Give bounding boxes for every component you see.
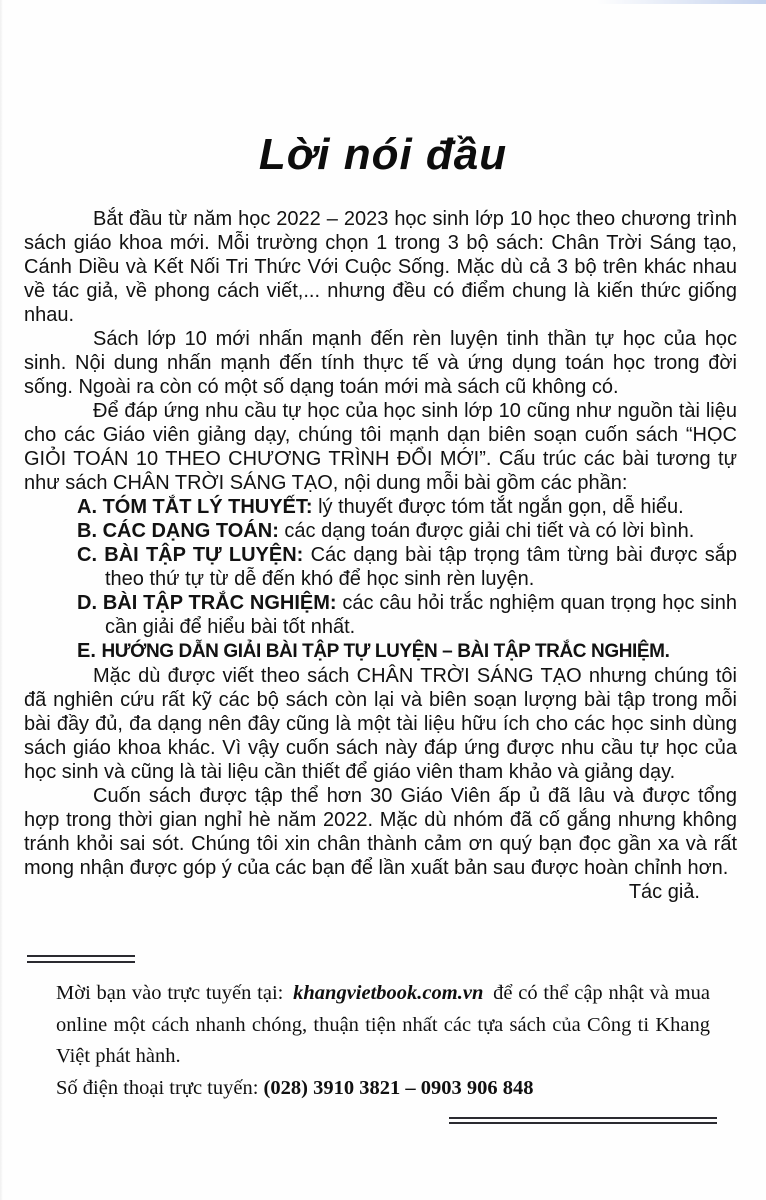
footer-invite-pre: Mời bạn vào trực tuyến tại: (56, 982, 290, 1004)
scan-edge-artifact (596, 0, 766, 4)
list-item-label: C. (77, 544, 97, 566)
footer-phone-line (56, 1073, 710, 1105)
list-item-heading: HƯỚNG DẪN GIẢI BÀI TẬP TỰ LUYỆN – BÀI TẬP TRẮC NGHIỆM. (101, 641, 670, 662)
list-item (24, 495, 737, 519)
book-structure-list (24, 495, 737, 664)
list-item (24, 519, 737, 543)
footer-invite-post: để có thể cập nhật và mua online một cách nhanh chóng, thuận tiện nhất các tựa sách của Công ti Khang Việt phát hành. (56, 982, 710, 1067)
list-item-text: lý thuyết được tóm tắt ngắn gọn, dễ hiểu. (312, 496, 684, 518)
list-item-label: E. (77, 640, 96, 662)
list-item-label: B. (77, 520, 97, 542)
list-item-label: D. (77, 592, 97, 614)
double-rule-divider (27, 955, 135, 963)
paragraph-book-purpose: Để đáp ứng nhu cầu tự học của học sinh lớp 10 cũng như nguồn tài liệu cho các Giáo viên giảng dạy, chúng tôi mạnh dạn biên soạn cuốn sách “HỌC GIỎI TOÁN 10 THEO CHƯƠNG TRÌNH ĐỔI MỚI”. Cấu trúc các bài tương tự như sách CHÂN TRỜI SÁNG TẠO, nội dung mỗi bài gồm các phần: (24, 400, 737, 494)
list-item-heading: CÁC DẠNG TOÁN: (102, 520, 279, 542)
page-title: Lời nói đầu (258, 130, 508, 179)
author-signature: Tác giả. (628, 881, 700, 903)
paragraph-new-curriculum: Sách lớp 10 mới nhấn mạnh đến rèn luyện tinh thần tự học của học sinh. Nội dung nhấn mạnh đến tính thực tế và ứng dụng toán học trong đời sống. Ngoài ra còn có một số dạng toán mới mà sách cũ không có. (24, 328, 737, 398)
footer-text (56, 978, 710, 1104)
list-item-text: Các dạng bài tập trọng tâm từng bài được sắp theo thứ tự từ dễ đến khó để học sinh rèn luyện. (105, 544, 737, 590)
paragraph-intro: Bắt đầu từ năm học 2022 – 2023 học sinh lớp 10 học theo chương trình sách giáo khoa mới. Mỗi trường chọn 1 trong 3 bộ sách: Chân Trời Sáng tạo, Cánh Diều và Kết Nối Tri Thức Với Cuộc Sống. Mặc dù cả 3 bộ trên khác nhau về tác giả, về phong cách viết,... nhưng đều có điểm chung là kiến thức giống nhau. (24, 208, 737, 326)
list-item (24, 591, 737, 639)
list-item-heading: BÀI TẬP TRẮC NGHIỆM: (102, 592, 337, 614)
list-item-heading: BÀI TẬP TỰ LUYỆN: (104, 544, 304, 566)
list-item (24, 639, 737, 664)
list-item (24, 543, 737, 591)
publisher-footer (0, 955, 766, 1124)
paragraph-comparison: Mặc dù được viết theo sách CHÂN TRỜI SÁNG TẠO nhưng chúng tôi đã nghiên cứu rất kỹ các bộ sách còn lại và biên soạn lượng bài tập trong mỗi bài đầy đủ, đa dạng nên đây cũng là một tài liệu hữu ích cho các học sinh dùng sách giáo khoa khác. Vì vậy cuốn sách này đáp ứng được nhu cầu tự học của học sinh và cũng là tài liệu cần thiết để giáo viên tham khảo và giảng dạy. (24, 665, 737, 783)
double-rule-bottom (449, 1117, 717, 1124)
list-item-text: các câu hỏi trắc nghiệm quan trọng học sinh cần giải để hiểu bài tốt nhất. (105, 592, 737, 638)
scan-edge-artifact (0, 0, 3, 1200)
paragraph-acknowledgement: Cuốn sách được tập thể hơn 30 Giáo Viên ấp ủ đã lâu và được tổng hợp trong thời gian nghỉ hè năm 2022. Mặc dù nhóm đã cố gắng nhưng không tránh khỏi sai sót. Chúng tôi xin chân thành cảm ơn quý bạn đọc gần xa và rất mong nhận được góp ý của các bạn để lần xuất bản sau được hoàn chỉnh hơn. (24, 785, 737, 879)
footer-invite-line (56, 978, 710, 1073)
preface-body (24, 207, 737, 904)
publisher-website: khangvietbook.com.vn (293, 982, 484, 1004)
phone-label: Số điện thoại trực tuyến: (56, 1076, 264, 1099)
phone-numbers: (028) 3910 3821 – 0903 906 848 (263, 1076, 534, 1099)
list-item-label: A. (77, 496, 97, 518)
list-item-text: các dạng toán được giải chi tiết và có lời bình. (278, 520, 695, 542)
list-item-heading: TÓM TẮT LÝ THUYẾT: (102, 496, 313, 518)
